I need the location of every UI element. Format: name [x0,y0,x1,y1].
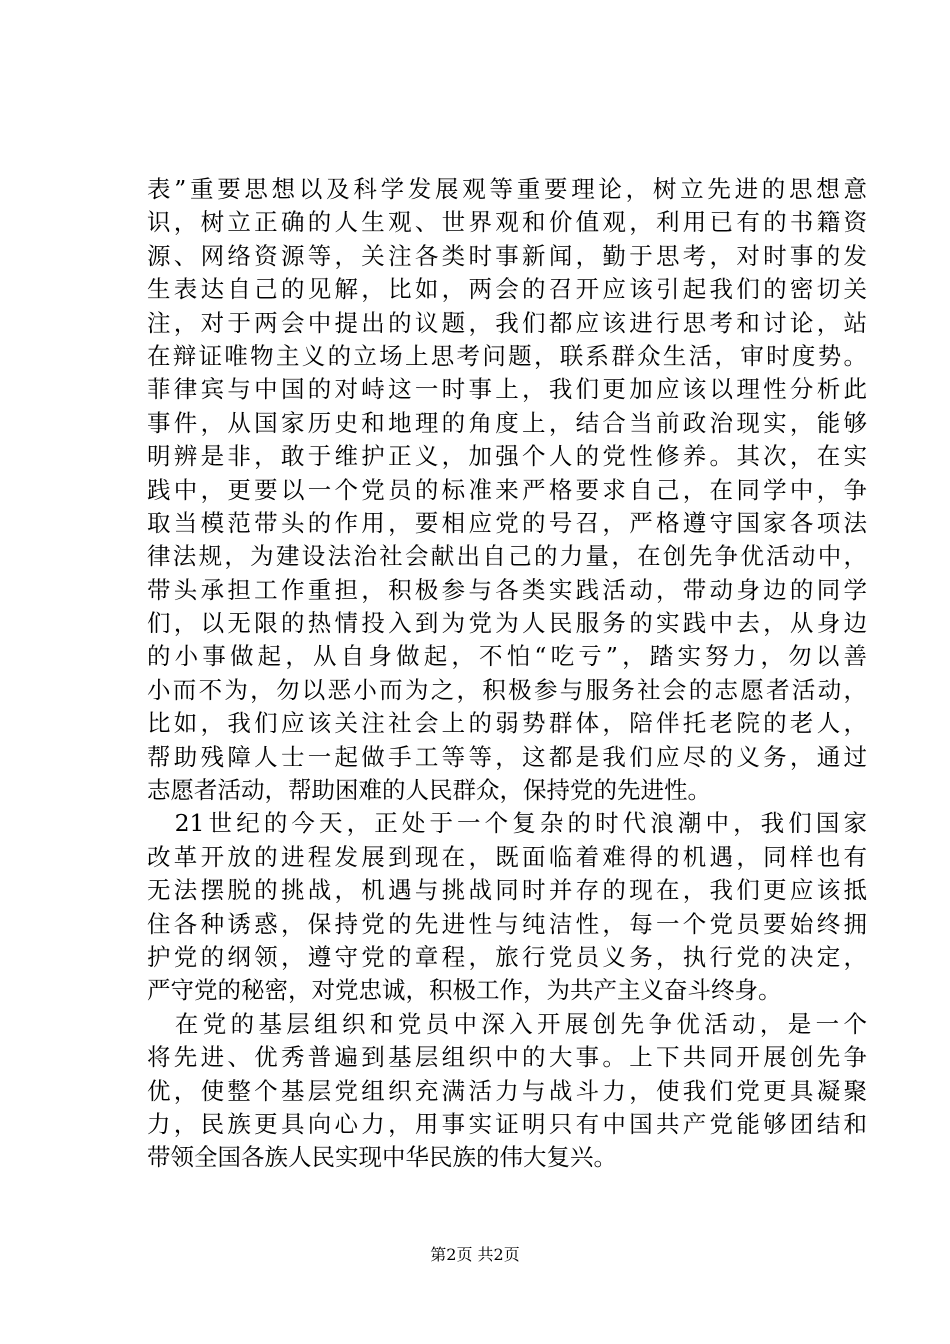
text-line: 的小事做起，从自身做起，不怕“吃亏”，踏实努力，勿以善 [147,642,867,671]
text-line: 严守党的秘密，对党忠诚，积极工作，为共产主义奋斗终身。 [147,976,782,1005]
text-line: 菲律宾与中国的对峙这一时事上，我们更加应该以理性分析此 [147,375,867,404]
text-line: 护党的纲领，遵守党的章程，旅行党员义务，执行党的决定， [147,942,867,971]
text-line: 小而不为，勿以恶小而为之，积极参与服务社会的志愿者活动， [147,675,867,704]
text-line: 在党的基层组织和党员中深入开展创先争优活动，是一个 [147,1009,867,1038]
text-line: 表”重要思想以及科学发展观等重要理论，树立先进的思想意 [147,175,867,203]
text-line: 住各种诱惑，保持党的先进性与纯洁性，每一个党员要始终拥 [147,909,867,938]
text-line: 注，对于两会中提出的议题，我们都应该进行思考和讨论，站 [147,308,867,337]
text-line: 将先进、优秀普遍到基层组织中的大事。上下共同开展创先争 [147,1043,867,1072]
text-line: 帮助残障人士一起做手工等等，这都是我们应尽的义务，通过 [147,742,867,771]
body-text [147,173,867,1175]
page-footer: 第2页 共2页 [430,1245,520,1264]
text-line: 明辨是非，敢于维护正义，加强个人的党性修养。其次，在实 [147,442,867,471]
text-line: 源、网络资源等，关注各类时事新闻，勤于思考，对时事的发 [147,241,867,270]
text-line: 优，使整个基层党组织充满活力与战斗力，使我们党更具凝聚 [147,1076,867,1105]
text-line: 无法摆脱的挑战，机遇与挑战同时并存的现在，我们更应该抵 [147,876,867,905]
text-line: 生表达自己的见解，比如，两会的召开应该引起我们的密切关 [147,275,867,304]
text-line: 事件，从国家历史和地理的角度上，结合当前政治现实，能够 [147,408,867,437]
text-line: 带领全国各族人民实现中华民族的伟大复兴。 [147,1143,617,1172]
text-line: 践中，更要以一个党员的标准来严格要求自己，在同学中，争 [147,475,867,504]
text-line: 志愿者活动，帮助困难的人民群众，保持党的先进性。 [147,776,711,805]
text-line: 力，民族更具向心力，用事实证明只有中国共产党能够团结和 [147,1109,867,1138]
text-line: 在辩证唯物主义的立场上思考问题，联系群众生活，审时度势。 [147,341,867,370]
text-line: 改革开放的进程发展到现在，既面临着难得的机遇，同样也有 [147,842,867,871]
text-line: 带头承担工作重担，积极参与各类实践活动，带动身边的同学 [147,575,867,604]
text-line: 们，以无限的热情投入到为党为人民服务的实践中去，从身边 [147,609,867,638]
text-line: 识，树立正确的人生观、世界观和价值观，利用已有的书籍资 [147,208,867,237]
text-line: 取当模范带头的作用，要相应党的号召，严格遵守国家各项法 [147,508,867,537]
text-line: 律法规，为建设法治社会献出自己的力量，在创先争优活动中， [147,542,867,571]
text-line: 21世纪的今天，正处于一个复杂的时代浪潮中，我们国家 [147,809,867,838]
text-line: 比如，我们应该关注社会上的弱势群体，陪伴托老院的老人， [147,709,867,738]
